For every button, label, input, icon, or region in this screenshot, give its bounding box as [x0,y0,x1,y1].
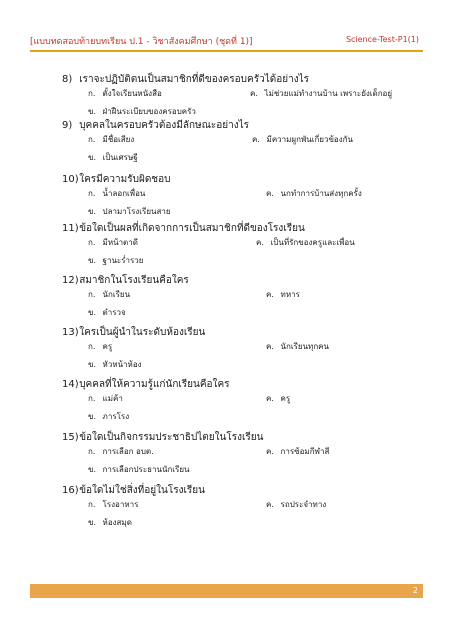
option-label: ก. [88,500,96,509]
option-text: มีชื่อเสียง [102,135,135,144]
option-text: นกทำการบ้านส่งทุกครั้ง [280,189,362,198]
answer-option [88,410,129,423]
option-label: ข. [88,107,97,116]
answer-option [88,205,171,218]
answer-option [88,288,130,301]
option-label: ค. [252,135,260,144]
answer-option [266,187,362,200]
question-text: ข้อใดเป็นผลที่เกิดจากการเป็นสมาชิกที่ดีของโรงเรียน [79,223,305,234]
answer-option [266,392,290,405]
header-code: Science-Test-P1(1) [345,35,419,44]
answer-option [266,445,329,458]
option-text: การซ้อมกีฬาสี [280,447,330,456]
option-text: มีความผูกพันเกี่ยวข้องกัน [266,135,353,144]
question-number: 10) [62,174,79,185]
question-number: 11) [62,223,79,234]
option-text: การเลือกประธานนักเรียน [102,465,190,474]
answer-option [88,392,123,405]
answer-option [88,133,134,146]
option-text: มีหน้าตาดี [102,238,138,247]
answer-option [250,87,392,100]
answer-option [266,498,326,511]
answer-option [88,516,132,529]
option-label: ค. [266,447,274,456]
question-text: ใครมีความรับผิดชอบ [79,174,171,185]
option-label: ก. [88,238,96,247]
answer-option [266,288,300,301]
answer-option [88,463,189,476]
option-text: ห้องสมุด [102,518,132,527]
option-text: ฝ่าฝืนระเบียบของครอบครัว [102,107,196,116]
answer-option [88,254,143,267]
answer-option [256,236,355,249]
option-text: ตั้งใจเรียนหนังสือ [102,89,162,98]
option-text: ปลามาโรงเรียนสาย [102,207,171,216]
option-label: ก. [88,89,96,98]
option-text: รถประจำทาง [280,500,327,509]
question-text: ข้อใดเป็นกิจกรรมประชาธิปไตยในโรงเรียน [79,432,264,443]
option-text: น้ำลอกเพื่อน [102,189,146,198]
question [62,325,205,340]
question-number: 12) [62,275,79,286]
answer-option [88,105,196,118]
option-label: ก. [88,447,96,456]
question [62,72,309,87]
option-label: ค. [266,290,274,299]
option-text: ครู [102,342,113,351]
option-label: ก. [88,342,96,351]
option-label: ก. [88,135,96,144]
option-label: ข. [88,465,97,474]
header-divider [30,50,423,52]
option-label: ค. [250,89,258,98]
question-number: 13) [62,327,79,338]
answer-option [88,358,142,371]
option-label: ข. [88,518,97,527]
question [62,221,305,236]
option-label: ก. [88,394,96,403]
question-number: 9) [62,120,73,131]
option-label: ค. [266,394,274,403]
question-text: ใครเป็นผู้นำในระดับห้องเรียน [79,327,206,338]
question [62,377,230,392]
option-text: ภารโรง [102,412,130,421]
question [62,172,170,187]
question-text: บุคคลในครอบครัวต้องมีลักษณะอย่างไร [79,120,250,131]
option-text: ไม่ช่วยแม่ทำงานบ้าน เพราะยังเด็กอยู่ [264,89,393,98]
option-label: ข. [88,153,97,162]
question-text: ข้อใดไม่ใช่สิ่งที่อยู่ในโรงเรียน [79,485,205,496]
question-number: 14) [62,379,79,390]
option-text: แม่ค้า [102,394,123,403]
question [62,273,189,288]
answer-option [88,187,145,200]
page-header [30,34,423,50]
answer-option [88,306,126,319]
page-footer [30,584,423,598]
option-text: นักเรียน [102,290,131,299]
question [62,483,205,498]
option-label: ข. [88,256,97,265]
header-title: [แบบทดสอบท้ายบทเรียน ป.1 - วิชาสังคมศึกษา (ชุดที่ 1)] [30,37,253,47]
option-text: ตำรวจ [102,308,126,317]
answer-option [88,445,154,458]
question-number: 16) [62,485,79,496]
question-text: สมาชิกในโรงเรียนคือใคร [79,275,189,286]
option-label: ข. [88,308,97,317]
option-label: ข. [88,360,97,369]
question-number: 8) [62,74,73,85]
question [62,430,263,445]
option-text: การเลือก อบต. [102,447,154,456]
question-text: เราจะปฏิบัติตนเป็นสมาชิกที่ดีของครอบครัวได้อย่างไร [79,74,309,85]
answer-option [88,236,138,249]
answer-option [88,498,138,511]
option-label: ข. [88,207,97,216]
answer-option [88,151,138,164]
answer-option [266,340,329,353]
answer-option [88,340,112,353]
option-text: หัวหน้าห้อง [102,360,142,369]
option-text: ทหาร [280,290,300,299]
option-label: ค. [266,342,274,351]
page-number: 2 [412,586,418,595]
option-label: ค. [256,238,264,247]
question-text: บุคคลที่ให้ความรู้แก่นักเรียนคือใคร [79,379,230,390]
answer-option [88,87,162,100]
option-label: ค. [266,189,274,198]
option-text: ครู [280,394,291,403]
question [62,118,249,133]
answer-option [252,133,353,146]
option-label: ค. [266,500,274,509]
option-label: ก. [88,189,96,198]
option-label: ข. [88,412,97,421]
option-text: เป็นเศรษฐี [102,153,138,162]
option-text: ฐานะร่ำรวย [102,256,144,265]
option-text: นักเรียนทุกคน [280,342,329,351]
option-text: โรงอาหาร [102,500,139,509]
option-text: เป็นที่รักของครูและเพื่อน [270,238,355,247]
option-label: ก. [88,290,96,299]
question-number: 15) [62,432,79,443]
